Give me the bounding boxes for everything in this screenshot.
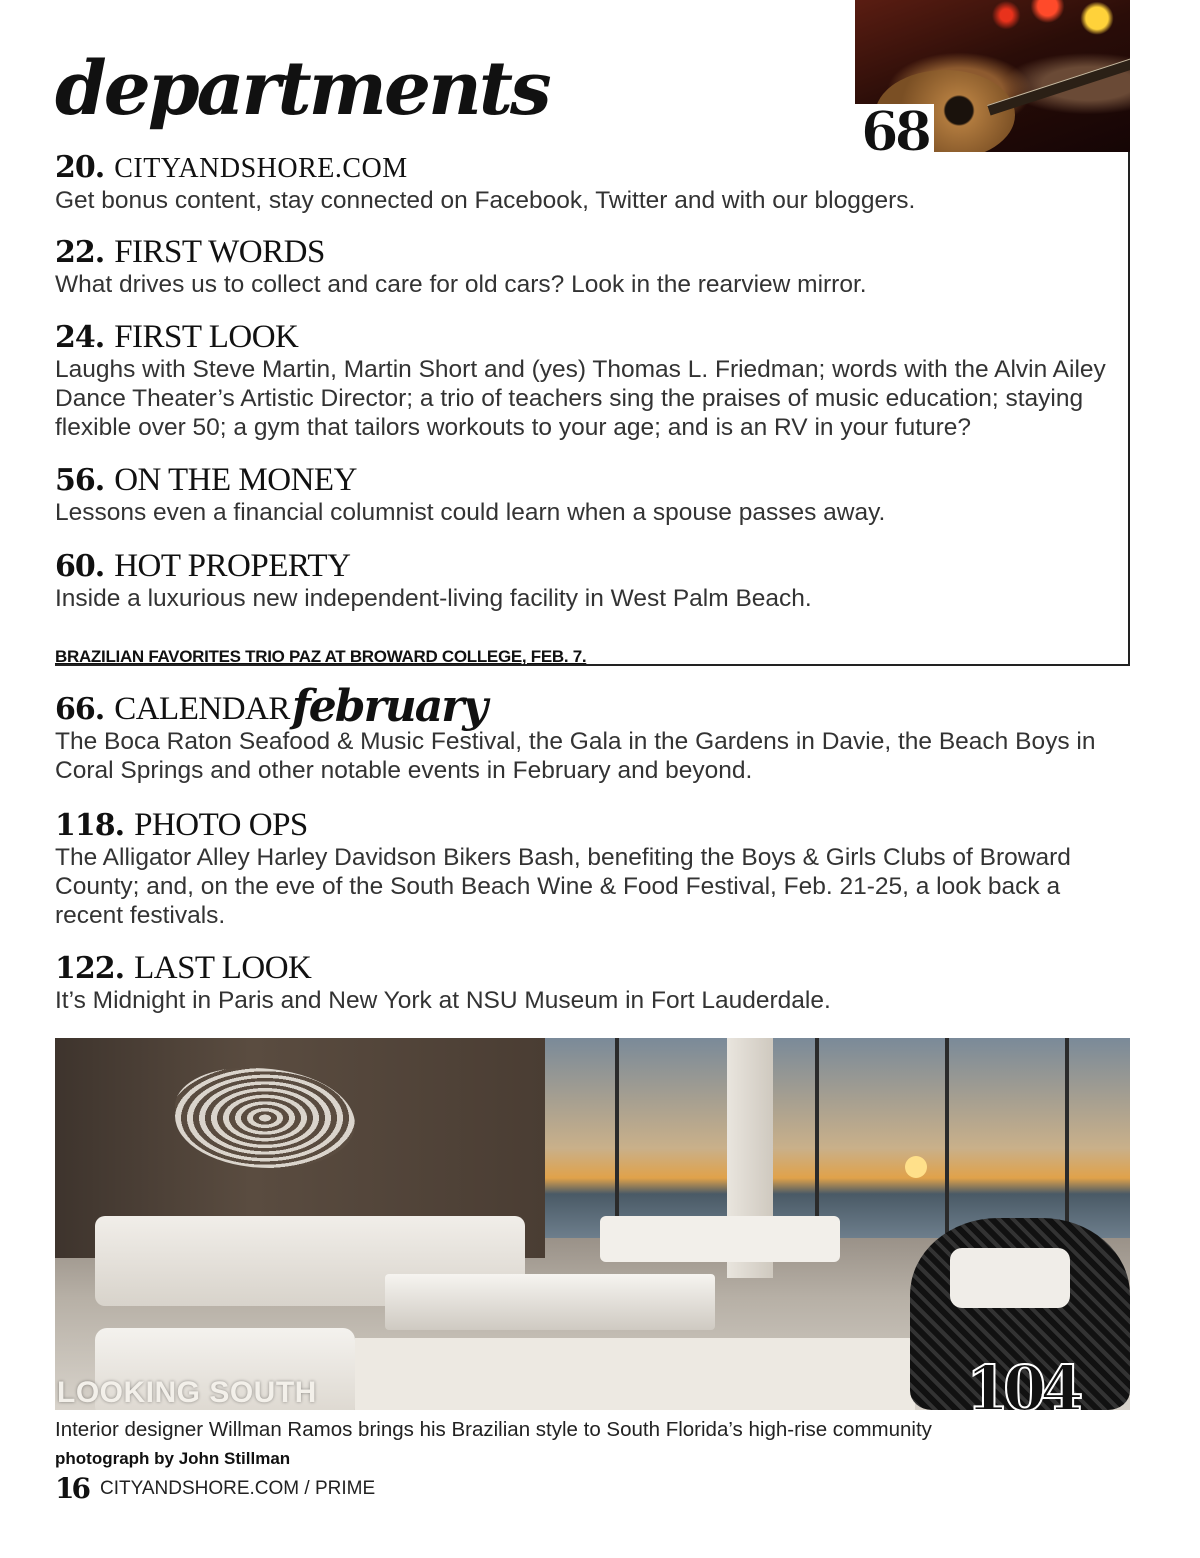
department-description: The Boca Raton Seafood & Music Festival, the Gala in the Gardens in Davie, the Beach Boys in Coral Springs and other notable events in February and beyond. [55, 728, 1096, 784]
department-name: FIRST WORDS [114, 234, 325, 270]
department-item [55, 463, 1130, 527]
page-title: departments [55, 46, 549, 132]
calendar-month-script: february [291, 681, 486, 732]
department-item [55, 549, 1130, 613]
window-mullion [615, 1038, 619, 1238]
guitar-neck-shape [987, 56, 1130, 116]
department-item [55, 951, 1130, 1015]
department-page-number: 22. [55, 235, 105, 270]
department-name: CALENDAR [114, 691, 290, 727]
department-page-number: 66. [55, 692, 105, 727]
photo-ottoman-shape [600, 1216, 840, 1262]
department-item [55, 235, 1130, 299]
department-heading [55, 463, 1130, 498]
department-page-number: 60. [55, 549, 105, 584]
department-name: FIRST LOOK [114, 319, 299, 355]
photo-table-shape [385, 1274, 715, 1330]
department-description: It’s Midnight in Paris and New York at NSU Museum in Fort Lauderdale. [55, 987, 831, 1014]
page-footer [55, 1472, 375, 1505]
department-heading [55, 549, 1130, 584]
department-description: Get bonus content, stay connected on Facebook, Twitter and with our bloggers. [55, 187, 916, 214]
photo-caption: BRAZILIAN FAVORITES TRIO PAZ AT BROWARD COLLEGE, FEB. 7. [55, 647, 587, 666]
department-description: Lessons even a financial columnist could learn when a spouse passes away. [55, 499, 886, 526]
department-page-number: 24. [55, 320, 105, 355]
department-item [55, 150, 1130, 215]
photo-window-shape [545, 1038, 1130, 1238]
department-name: LAST LOOK [134, 950, 312, 986]
department-heading [55, 150, 1130, 186]
window-mullion [1065, 1038, 1069, 1238]
department-heading [55, 320, 1130, 355]
window-mullion [815, 1038, 819, 1238]
feature-headline: LOOKING SOUTH [57, 1376, 317, 1409]
department-name: ON THE MONEY [114, 462, 357, 498]
photo-cushion-shape [950, 1248, 1070, 1308]
feature-page-reference: 104 [966, 1352, 1078, 1425]
photo-credit: photograph by John Stillman [55, 1449, 291, 1468]
photo-rug-shape [355, 1338, 915, 1410]
department-heading [55, 235, 1130, 270]
department-page-number: 122. [55, 951, 125, 986]
folio-site: CITYANDSHORE.COM / PRIME [99, 1477, 376, 1499]
department-item [55, 320, 1130, 442]
department-heading [55, 951, 1130, 986]
department-description: Inside a luxurious new independent-living facility in West Palm Beach. [55, 585, 812, 612]
photo-page-reference: 68 [855, 104, 934, 152]
folio-page-number: 16 [55, 1472, 88, 1505]
department-description: Laughs with Steve Martin, Martin Short and (yes) Thomas L. Friedman; words with the Alvin Ailey Dance Theater’s Artistic Director; a trio of teachers sing the praises of music education; staying flexible over 50; a gym that tailors workouts to your age; and is an RV in your future? [55, 356, 1106, 441]
department-heading [55, 808, 1130, 843]
feature-caption: Interior designer Willman Ramos brings his Brazilian style to South Florida’s high-rise community [55, 1418, 932, 1441]
department-page-number: 20. [55, 150, 105, 185]
department-item [55, 808, 1130, 930]
department-item [55, 681, 1130, 785]
department-page-number: 56. [55, 463, 105, 498]
photo-sun-shape [905, 1156, 927, 1178]
window-mullion [945, 1038, 949, 1238]
department-name: PHOTO OPS [134, 807, 308, 843]
department-name: HOT PROPERTY [114, 548, 351, 584]
department-name: CITYANDSHORE.COM [114, 153, 408, 184]
department-description: What drives us to collect and care for old cars? Look in the rearview mirror. [55, 271, 867, 298]
concert-photo [855, 0, 1130, 152]
department-page-number: 118. [55, 808, 125, 843]
department-description: The Alligator Alley Harley Davidson Bikers Bash, benefiting the Boys & Girls Clubs of Broward County; and, on the eve of the South Beach Wine & Food Festival, Feb. 21-25, a look back a recent festivals. [55, 844, 1071, 929]
department-heading [55, 681, 1130, 732]
